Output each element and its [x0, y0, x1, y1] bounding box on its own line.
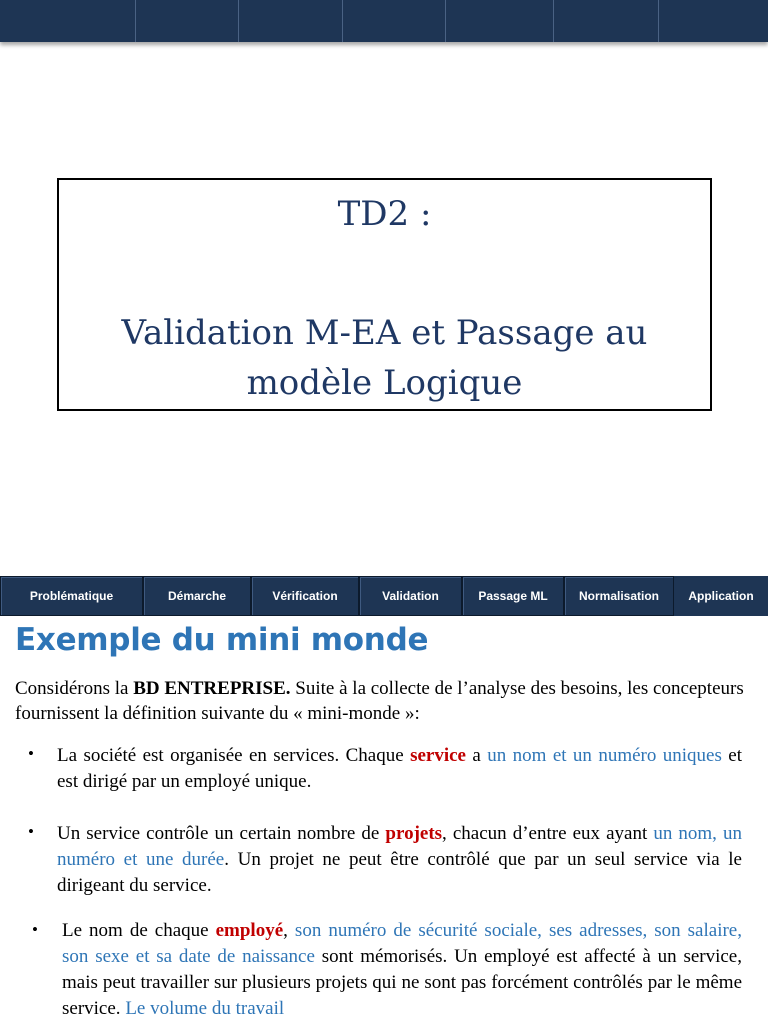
tab-problematique[interactable]: Problématique	[0, 576, 143, 616]
bullet-text: . Un projet ne peut être contrôlé que par un seul service via le dirigeant du service.	[57, 849, 742, 896]
attribute-text: Le volume du travail	[125, 998, 285, 1019]
bullet-text: , chacun d’entre eux ayant	[442, 823, 654, 844]
bullet-text: sont mémorisés. Un employé est affecté à un service, mais peut travailler sur plusieurs projets qui ne sont pas forcément contrôlés par le même service.	[62, 946, 742, 1019]
bullet-text: La société est organisée en services. Chaque	[57, 745, 411, 766]
title-line-2: Validation M-EA et Passage au	[121, 313, 648, 353]
intro-bold-term: BD ENTREPRISE.	[133, 678, 291, 699]
intro-text-2: Suite à la collecte de l’analyse des besoins, les concepteurs fournissent la définition suivante du « mini-monde »:	[15, 678, 744, 724]
banner-divider	[658, 0, 659, 42]
tab-passage-ml[interactable]: Passage ML	[462, 576, 564, 616]
title-subtitle	[59, 308, 710, 408]
bullet-service	[57, 743, 742, 795]
bullet-text: a	[465, 745, 488, 766]
bullet-text: Un service contrôle un certain nombre de	[57, 823, 386, 844]
banner-divider	[238, 0, 239, 42]
title-box	[57, 178, 712, 411]
entity-keyword: employé	[215, 920, 284, 941]
bullet-text: Le nom de chaque	[62, 920, 216, 941]
top-banner	[0, 0, 768, 42]
bullet-employe	[62, 918, 742, 1022]
attribute-text: son numéro de sécurité sociale, ses adresses, son salaire, son sexe et sa date de naissance	[62, 920, 742, 967]
banner-divider	[135, 0, 136, 42]
intro-text-1: Considérons la	[15, 678, 134, 699]
banner-divider	[342, 0, 343, 42]
title-line-1: TD2 :	[337, 194, 432, 234]
entity-keyword: projets	[385, 823, 443, 844]
section-nav-bar	[0, 576, 768, 616]
tab-normalisation[interactable]: Normalisation	[564, 576, 674, 616]
bullet-text: ,	[283, 920, 295, 941]
tab-application[interactable]: Application	[674, 576, 768, 616]
bullet-projets	[57, 821, 742, 899]
tab-demarche[interactable]: Démarche	[143, 576, 251, 616]
banner-divider	[445, 0, 446, 42]
entity-keyword: service	[410, 745, 466, 766]
bullet-marker: •	[28, 744, 34, 763]
attribute-text: un nom, un numéro et une durée	[57, 823, 742, 870]
intro-paragraph	[15, 676, 760, 726]
title-line-3: modèle Logique	[246, 363, 523, 403]
tab-verification[interactable]: Vérification	[251, 576, 359, 616]
banner-divider	[553, 0, 554, 42]
bullet-marker: •	[32, 920, 38, 939]
attribute-text: un nom et un numéro uniques	[487, 745, 722, 766]
section-heading: Exemple du mini monde	[15, 622, 429, 658]
tab-validation[interactable]: Validation	[359, 576, 462, 616]
bullet-text: et est dirigé par un employé unique.	[57, 745, 743, 792]
bullet-marker: •	[28, 822, 34, 841]
